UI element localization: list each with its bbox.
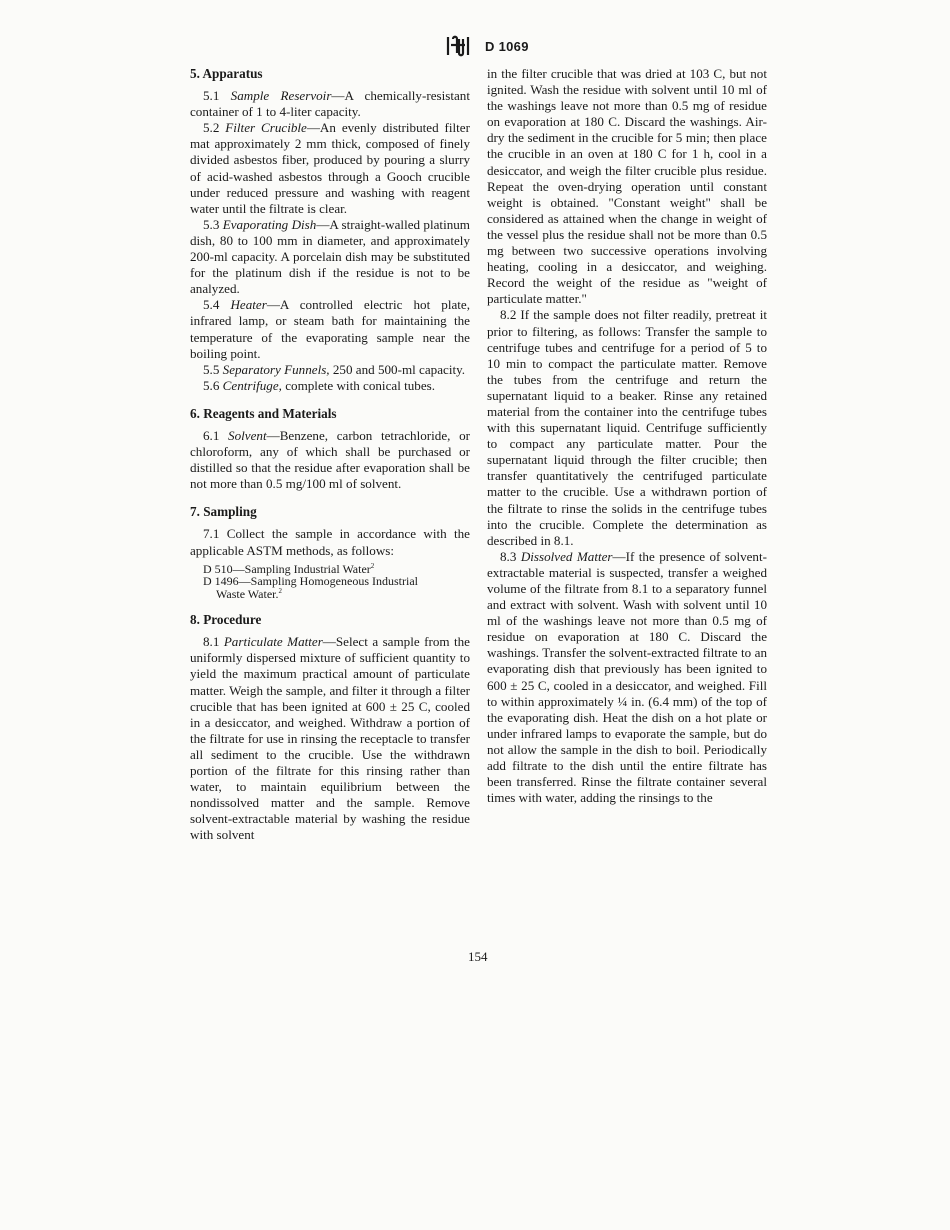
section-5-heading: 5. Apparatus xyxy=(190,66,263,81)
paragraph-5-6: 5.6 Centrifuge, complete with conical tubes. xyxy=(203,377,436,393)
page-header xyxy=(445,34,529,58)
reference-list xyxy=(203,563,470,601)
section-7-heading: 7. Sampling xyxy=(190,504,257,520)
right-column xyxy=(487,66,767,806)
paragraph-5-5: 5.5 Separatory Funnels, 250 and 500-ml capacity. xyxy=(203,361,466,377)
paragraph-6-1: 6.1 Solvent—Benzene, carbon tetrachloride, or chloroform, any of which shall be purchased or distilled so that the residue after evaporation shall be not more than 0.5 mg/100 ml of solvent. xyxy=(190,427,470,492)
paragraph-8-1-continued: in the filter crucible that was dried at 103 C, but not ignited. Wash the residue with solvent until 10 ml of the washings leave not more than 0.5 mg of residue on evaporation at 180 C. Discard the washings. Air-dry the sediment in the crucible for 5 min; then place the crucible in an oven at 180 C for 1 h, cool in a desiccator, and weigh the filter crucible plus residue. Repeat the oven-drying operation until constant weight is obtained. "Constant weight" shall be considered as attained when the change in weight of the vessel plus the residue shall not be more than 0.5 mg between two successive operations involving heating, cooling in a desiccator, and weighing. Record the weight of the residue as "weight of particulate matter." xyxy=(487,66,767,307)
paragraph-8-1: 8.1 Particulate Matter—Select a sample from the uniformly dispersed mixture of sufficient quantity to yield the maximum practical amount of particulate matter. Weigh the sample, and filter it through a filter crucible that has been ignited at 600 ± 25 C, cooled in a desiccator, and weighed. Withdraw a portion of the filtrate for use in rinsing the receptacle to transfer all sediment to the crucible. Use the withdrawn portion of the filtrate for this rinsing rather than water, to maintain equilibrium between the nondissolved matter and the sample. Remove solvent-extractable material by washing the residue with solvent xyxy=(190,634,470,843)
paragraph-5-4: 5.4 Heater—A controlled electric hot plate, infrared lamp, or steam bath for maintaining the temperature of the evaporating sample near the boiling point. xyxy=(190,297,470,361)
page-number: 154 xyxy=(468,949,488,964)
left-column xyxy=(190,66,470,843)
paragraph-8-2: 8.2 If the sample does not filter readily, pretreat it prior to filtering, as follows: Transfer the sample to centrifuge tubes and centrifuge for a period of 5 to 10 min to compact the particulate matter. Remove the tubes from the centrifuge and return the supernatant liquid to a beaker. Rinse any retained material from the container into the centrifuge tubes with this supernatant liquid. Centrifuge sufficiently to compact any particulate matter. Pour the supernatant liquid through the filter crucible; then transfer quantitatively the centrifuged particulate matter to the crucible. Use a withdrawn portion of the filtrate to rinse the solids in the centrifuge tubes into the crucible. Complete the determination as described in 8.1. xyxy=(487,307,767,548)
paragraph-7-1: 7.1 Collect the sample in accordance with the applicable ASTM methods, as follows: xyxy=(190,526,470,558)
reference-d510: D 510—Sampling Industrial Water$^2$ xyxy=(203,561,375,576)
document-designation: D 1069 xyxy=(485,38,529,54)
astm-logo-icon xyxy=(445,34,471,58)
paragraph-5-1: 5.1 Sample Reservoir—A chemically-resistant container of 1 to 4-liter capacity. xyxy=(190,88,470,120)
paragraph-5-2: 5.2 Filter Crucible—An evenly distributed filter mat approximately 2 mm thick, composed of finely divided asbestos fiber, produced by pouring a slurry of acid-washed asbestos through a Gooch crucible under reduced pressure and washing with reagent water until the filtrate is clear. xyxy=(190,120,470,216)
section-6-heading: 6. Reagents and Materials xyxy=(190,405,337,421)
reference-d1496: D 1496—Sampling Homogeneous Industrial Waste Water.$^2$ xyxy=(203,574,418,601)
paragraph-5-3: 5.3 Evaporating Dish—A straight-walled platinum dish, 80 to 100 mm in diameter, and approximately 200-ml capacity. A porcelain dish may be substituted for the platinum dish if the residue is not to be analyzed. xyxy=(190,216,470,297)
paragraph-8-3: 8.3 Dissolved Matter—If the presence of solvent-extractable material is suspected, transfer a weighed volume of the filtrate from 8.1 to a separatory funnel and extract with solvent. Wash with solvent until 10 ml of the washings leave not more than 0.5 mg of residue on evaporation at 180 C. Discard the washings. Transfer the solvent-extracted filtrate to an evaporating dish that previously has been ignited to 600 ± 25 C, cooled in a desiccator, and weighed. Fill to within approximately ¼ in. (6.4 mm) of the top of the evaporating dish. Heat the dish on a hot plate or under infrared lamps to evaporate the sample, but do not allow the sample in the dish to boil. Periodically add filtrate to the dish until the entire filtrate has been transferred. Rinse the filtrate container several times with water, adding the rinsings to the xyxy=(487,548,767,806)
section-8-heading: 8. Procedure xyxy=(190,612,262,628)
